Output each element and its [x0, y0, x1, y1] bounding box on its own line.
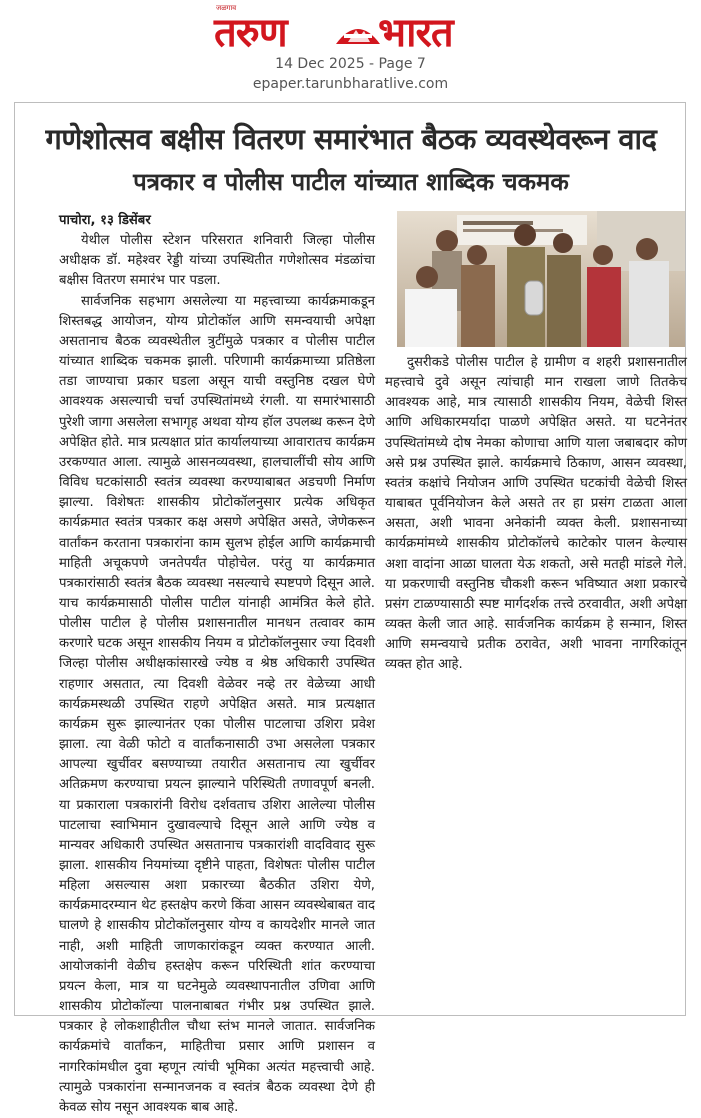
event-photo-image — [397, 211, 685, 347]
article-headline: गणेशोत्सव बक्षीस वितरण समारंभात बैठक व्यवस्थेवरून वाद — [45, 122, 657, 156]
article-paragraph: येथील पोलीस स्टेशन परिसरात शनिवारी जिल्हा पोलीस अधीक्षक डॉ. महेश्वर रेड्डी यांच्या उपस्थितीत गणेशोत्सव मंडळांचा बक्षीस वितरण समारंभ पार पडला. — [59, 233, 375, 289]
logo-kicker: जळगाव — [216, 4, 237, 12]
logo-emblem-icon — [334, 18, 382, 48]
edition-date-page: 14 Dec 2025 - Page 7 — [275, 56, 426, 72]
article-paragraph: दुसरीकडे पोलीस पाटील हे ग्रामीण व शहरी प्रशासनातील महत्त्वाचे दुवे असून त्यांचाही मान राखला जाणे तितकेच आवश्यक आहे, मात्र त्यासाठी शासकीय नियम, वेळेची शिस्त आणि अधिकारमर्यादा पाळणे अपेक्षित असते. या घटनेनंतर उपस्थितांमध्ये दोष नेमका कोणाचा आणि याला जबाबदार कोण असे प्रश्न उपस्थित झाले. कार्यक्रमाचे ठिकाण, आसन व्यवस्था, स्वतंत्र कक्षांचे नियोजन आणि उपस्थित घटकांची वेळेची शिस्त याबाबत पूर्वनियोजन केले असते तर हा प्रसंग टाळता आला असता, अशी भावना अनेकांनी व्यक्त केली. प्रशासनाच्या कार्यक्रमांमध्ये शासकीय प्रोटोकॉलचे काटेकोर पालन केल्यास अशा वादांना आळा घालता येऊ शकतो, असे मतही मांडले गेले. या प्रकरणाची वस्तुनिष्ठ चौकशी करून भविष्यात अशा प्रकारचे प्रसंग टाळण्यासाठी स्पष्ट मार्गदर्शक तत्त्वे ठरवावीत, अशी अपेक्षा व्यक्त केली जात आहे. सार्वजनिक कार्यक्रम हे सन्मान, शिस्त आणि समन्वयाचे प्रतीक ठरावेत, अशी भावना नागरिकांतून व्यक्त होत आहे. — [385, 355, 687, 673]
article-column-left — [59, 211, 375, 1118]
newspaper-logo[interactable] — [210, 4, 495, 58]
article-subheadline: पत्रकार व पोलीस पाटील यांच्यात शाब्दिक चकमक — [133, 168, 569, 196]
article-column-right — [385, 353, 687, 676]
article-dateline: पाचोरा, १३ डिसेंबर — [59, 213, 151, 228]
logo-wordmark-left: तरुण — [214, 10, 287, 56]
event-photo — [397, 211, 685, 347]
logo-wordmark-right: भारत — [378, 10, 453, 56]
article-paragraph: सार्वजनिक सहभाग असलेल्या या महत्त्वाच्या कार्यक्रमाकडून शिस्तबद्ध आयोजन, योग्य प्रोटोकॉल आणि समन्वयाची अपेक्षा असतानाच बैठक व्यवस्थेतील त्रुटींमुळे पत्रकार व पोलीस पाटील यांच्यात शाब्दिक चकमक झाली. परिणामी कार्यक्रमाच्या प्रतिष्ठेला तडा जाण्याचा प्रकार घडला असून याची वस्तुनिष्ठ दखल घेणे आवश्यक असल्याची चर्चा उपस्थितांमध्ये रंगली. या समारंभासाठी पुरेशी जागा असलेला सभागृह अथवा योग्य हॉल उपलब्ध करून देणे अपेक्षित होते. मात्र प्रत्यक्षात प्रांत कार्यालयाच्या आवारातच कार्यक्रम उरकण्यात आला. त्यामुळे आसनव्यवस्था, हालचालींची सोय आणि विविध घटकांसाठी स्वतंत्र व्यवस्था करण्याबाबत अडचणी निर्माण झाल्या. विशेषतः शासकीय प्रोटोकॉलनुसार प्रत्येक अधिकृत कार्यक्रमात स्वतंत्र पत्रकार कक्ष असणे अपेक्षित असते, जेणेकरून वार्तांकन करताना पत्रकारांना काम सुलभ होईल आणि कार्यक्रमाची माहिती अचूकपणे जनतेपर्यंत पोहोचेल. परंतु या कार्यक्रमात पत्रकारांसाठी स्वतंत्र बैठक व्यवस्था नसल्याचे स्पष्टपणे दिसून आले. याच कार्यक्रमासाठी पोलीस पाटील यांनाही आमंत्रित केले होते. पोलीस पाटील हे पोलीस प्रशासनातील मानधन तत्वावर काम करणारे घटक असून शासकीय नियम व प्रोटोकॉलनुसार ज्या दिवशी जिल्हा पोलीस अधीक्षकांसारखे ज्येष्ठ व श्रेष्ठ अधिकारी उपस्थित राहणार असतात, त्या दिवशी वेळेवर नव्हे तर वेळेच्या आधी कार्यक्रमस्थळी उपस्थित राहणे अपेक्षित असते. मात्र प्रत्यक्षात कार्यक्रम सुरू झाल्यानंतर एका पोलीस पाटलाचा उशिरा प्रवेश झाला. त्या वेळी फोटो व वार्तांकनासाठी उभा असलेला पत्रकार आपल्या खुर्चीवर बसण्याच्या तयारीत असतानाच त्या खुर्चीवर अतिक्रमण करण्याचा प्रयत्न झाल्याने परिस्थिती तणावपूर्ण बनली. या प्रकाराला पत्रकारांनी विरोध दर्शवताच उशिरा आलेल्या पोलीस पाटलाचा स्वाभिमान दुखावल्याचे दिसून आले आणि ज्येष्ठ व मान्यवर अधिकारी उपस्थित असतानाच पत्रकारांशी वादविवाद सुरू झाला. शासकीय नियमांच्या दृष्टीने पाहता, विशेषतः पोलीस पाटील महिला असल्यास अशा प्रकारच्या बैठकीत उशिरा येणे, कार्यक्रमादरम्यान थेट हस्तक्षेप करणे किंवा आसन व्यवस्थेबाबत वाद घालणे हे शासकीय प्रोटोकॉलनुसार योग्य व कायदेशीर मानले जात नाही, अशी माहिती जाणकारांकडून व्यक्त करण्यात आली. आयोजकांनी वेळीच हस्तक्षेप करून परिस्थिती शांत करण्याचा प्रयत्न केला, मात्र या घटनेमुळे व्यवस्थापनातील उणिवा आणि शासकीय प्रोटोकॉल्या पालनाबाबत गंभीर प्रश्न उपस्थित झाले. पत्रकार हे लोकशाहीतील चौथा स्तंभ मानले जातात. सार्वजनिक कार्यक्रमांचे वार्तांकन, माहितीचा प्रसार आणि प्रशासन व नागरिकांमधील दुवा म्हणून त्यांची भूमिका अत्यंत महत्त्वाची आहे. त्यामुळे पत्रकारांना सन्मानजनक व स्वतंत्र बैठक व्यवस्था देणे ही केवळ सोय नसून आवश्यक बाब आहे. — [59, 293, 375, 1115]
masthead — [0, 0, 701, 100]
article-clipping — [14, 102, 687, 1115]
epaper-url[interactable]: epaper.tarunbharatlive.com — [252, 76, 449, 92]
